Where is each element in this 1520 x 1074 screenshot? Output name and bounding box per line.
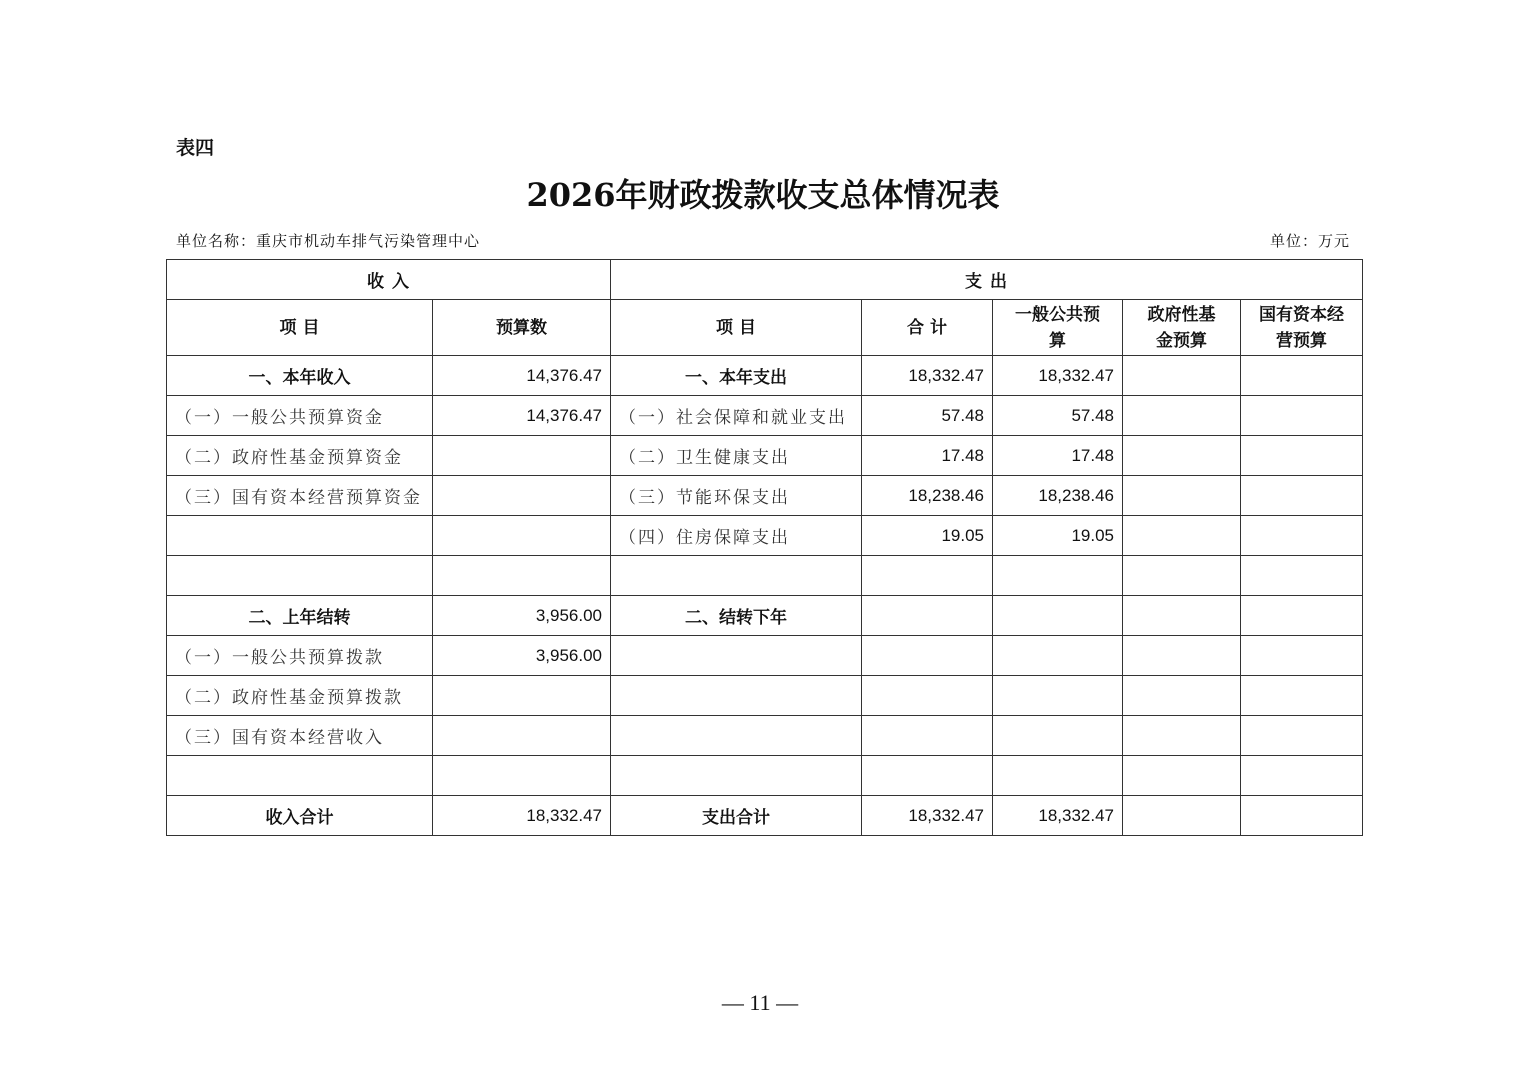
fund-budget-cell: [1123, 516, 1241, 556]
expense-item-cell: （三）节能环保支出: [611, 476, 862, 516]
fund-budget-cell: [1123, 716, 1241, 756]
total-cell: 17.48: [862, 436, 993, 476]
general-budget-cell: [993, 556, 1123, 596]
state-budget-cell: [1241, 476, 1363, 516]
fund-budget-cell: [1123, 596, 1241, 636]
expense-item-cell: （一）社会保障和就业支出: [611, 396, 862, 436]
table-row: [167, 556, 1363, 596]
fund-budget-header: 政府性基金预算: [1123, 300, 1241, 356]
expense-item-cell: （四）住房保障支出: [611, 516, 862, 556]
income-item-cell: 收入合计: [167, 796, 433, 836]
general-budget-cell: 17.48: [993, 436, 1123, 476]
income-item-cell: （三）国有资本经营收入: [167, 716, 433, 756]
income-value-cell: [433, 436, 611, 476]
fund-budget-cell: [1123, 436, 1241, 476]
total-cell: [862, 596, 993, 636]
state-budget-cell: [1241, 396, 1363, 436]
unit-name: 单位名称：重庆市机动车排气污染管理中心: [176, 232, 481, 250]
fund-budget-cell: [1123, 356, 1241, 396]
income-value-cell: 14,376.47: [433, 356, 611, 396]
general-budget-cell: 18,332.47: [993, 356, 1123, 396]
fund-budget-cell: [1123, 396, 1241, 436]
general-budget-header: 一般公共预算: [993, 300, 1123, 356]
expense-item-cell: [611, 636, 862, 676]
total-cell: [862, 556, 993, 596]
fund-budget-cell: [1123, 676, 1241, 716]
header-row-columns: [167, 300, 1363, 356]
table-row: [167, 596, 1363, 636]
table-body: [167, 356, 1363, 836]
table-row: [167, 756, 1363, 796]
income-value-cell: 18,332.47: [433, 796, 611, 836]
state-budget-cell: [1241, 356, 1363, 396]
table-row: [167, 676, 1363, 716]
total-cell: [862, 676, 993, 716]
income-value-cell: [433, 756, 611, 796]
income-value-cell: 14,376.47: [433, 396, 611, 436]
fund-budget-cell: [1123, 756, 1241, 796]
income-header: 收 入: [167, 260, 611, 300]
table-row: [167, 796, 1363, 836]
income-value-cell: [433, 516, 611, 556]
expense-item-cell: 一、本年支出: [611, 356, 862, 396]
income-item-cell: [167, 516, 433, 556]
fund-budget-cell: [1123, 556, 1241, 596]
budget-table: [166, 259, 1363, 836]
table-row: [167, 476, 1363, 516]
state-budget-cell: [1241, 676, 1363, 716]
expense-item-header: 项 目: [611, 300, 862, 356]
total-cell: 18,332.47: [862, 356, 993, 396]
page-number: — 11 —: [721, 990, 799, 1015]
table-row: [167, 716, 1363, 756]
total-cell: 57.48: [862, 396, 993, 436]
expense-header: 支 出: [611, 260, 1363, 300]
table-label: 表四: [176, 137, 215, 159]
income-value-cell: 3,956.00: [433, 596, 611, 636]
expense-item-cell: （二）卫生健康支出: [611, 436, 862, 476]
general-budget-cell: [993, 596, 1123, 636]
total-header: 合 计: [862, 300, 993, 356]
table-row: [167, 436, 1363, 476]
state-budget-header: 国有资本经营预算: [1241, 300, 1363, 356]
income-item-cell: （二）政府性基金预算拨款: [167, 676, 433, 716]
table-row: [167, 636, 1363, 676]
state-budget-cell: [1241, 596, 1363, 636]
fund-budget-cell: [1123, 476, 1241, 516]
state-budget-cell: [1241, 716, 1363, 756]
general-budget-cell: 57.48: [993, 396, 1123, 436]
income-item-cell: （三）国有资本经营预算资金: [167, 476, 433, 516]
state-budget-cell: [1241, 556, 1363, 596]
general-budget-cell: 19.05: [993, 516, 1123, 556]
expense-item-cell: [611, 556, 862, 596]
state-budget-cell: [1241, 436, 1363, 476]
page-title: 2026年财政拨款收支总体情况表: [526, 176, 1000, 214]
total-cell: [862, 756, 993, 796]
expense-item-cell: 支出合计: [611, 796, 862, 836]
state-budget-cell: [1241, 796, 1363, 836]
general-budget-cell: [993, 636, 1123, 676]
expense-item-cell: [611, 756, 862, 796]
income-value-cell: 3,956.00: [433, 636, 611, 676]
total-cell: 18,238.46: [862, 476, 993, 516]
state-budget-cell: [1241, 516, 1363, 556]
income-value-cell: [433, 716, 611, 756]
state-budget-cell: [1241, 756, 1363, 796]
total-cell: 19.05: [862, 516, 993, 556]
income-item-cell: [167, 556, 433, 596]
fund-budget-cell: [1123, 796, 1241, 836]
income-item-cell: （一）一般公共预算资金: [167, 396, 433, 436]
expense-item-cell: 二、结转下年: [611, 596, 862, 636]
unit-label: 单位：万元: [1269, 232, 1350, 250]
expense-item-cell: [611, 676, 862, 716]
table-row: [167, 356, 1363, 396]
income-item-cell: 一、本年收入: [167, 356, 433, 396]
expense-item-cell: [611, 716, 862, 756]
general-budget-cell: 18,238.46: [993, 476, 1123, 516]
budget-header: 预算数: [433, 300, 611, 356]
income-item-cell: [167, 756, 433, 796]
general-budget-cell: [993, 676, 1123, 716]
general-budget-cell: [993, 716, 1123, 756]
income-item-cell: （二）政府性基金预算资金: [167, 436, 433, 476]
general-budget-cell: [993, 756, 1123, 796]
total-cell: 18,332.47: [862, 796, 993, 836]
fund-budget-cell: [1123, 636, 1241, 676]
total-cell: [862, 636, 993, 676]
state-budget-cell: [1241, 636, 1363, 676]
table-row: [167, 396, 1363, 436]
income-item-cell: （一）一般公共预算拨款: [167, 636, 433, 676]
table-row: [167, 516, 1363, 556]
income-item-header: 项 目: [167, 300, 433, 356]
income-item-cell: 二、上年结转: [167, 596, 433, 636]
total-cell: [862, 716, 993, 756]
general-budget-cell: 18,332.47: [993, 796, 1123, 836]
header-row-groups: [167, 260, 1363, 300]
income-value-cell: [433, 676, 611, 716]
income-value-cell: [433, 556, 611, 596]
income-value-cell: [433, 476, 611, 516]
